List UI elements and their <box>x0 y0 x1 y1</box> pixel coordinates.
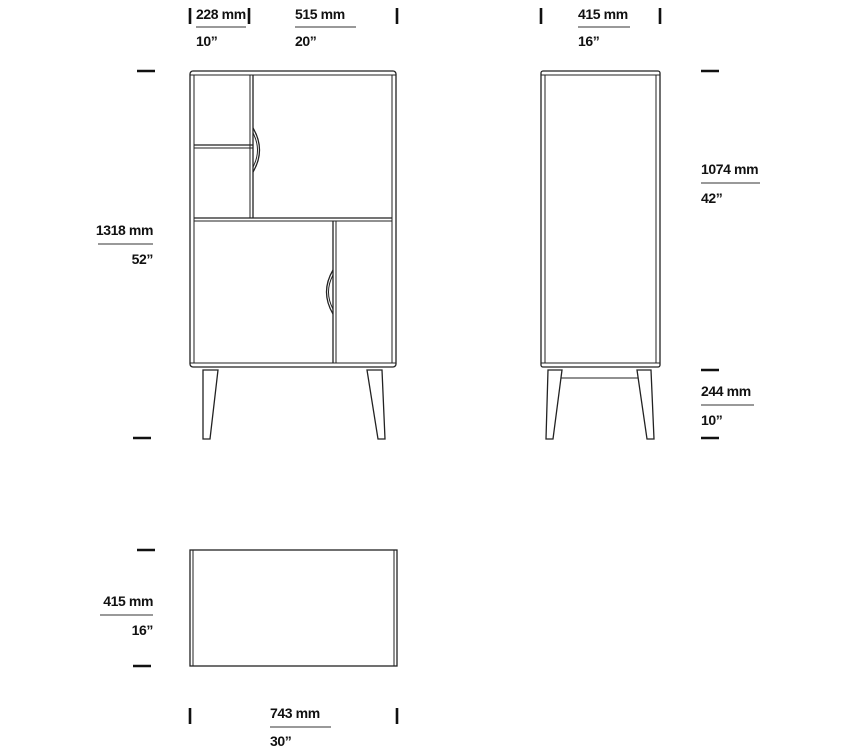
side-leg-right <box>637 370 654 439</box>
front-height-mm: 1318 mm <box>95 222 153 238</box>
side-view <box>541 71 660 439</box>
front-width-left-inch: 10” <box>196 33 218 49</box>
side-leg-height-mm: 244 mm <box>701 383 751 399</box>
front-width-left-mm: 228 mm <box>196 6 246 22</box>
front-cabinet-body <box>190 71 396 367</box>
front-height-inch: 52” <box>131 251 153 267</box>
top-width-inch: 30” <box>270 733 292 749</box>
side-depth-mm: 415 mm <box>578 6 628 22</box>
side-body-height-inch: 42” <box>701 190 723 206</box>
side-leg-left <box>546 370 562 439</box>
side-cabinet-body <box>541 71 660 367</box>
side-depth-inch: 16” <box>578 33 600 49</box>
side-body-height-mm: 1074 mm <box>701 161 759 177</box>
front-leg-left <box>203 370 218 439</box>
top-view <box>190 550 397 666</box>
top-depth-inch: 16” <box>131 622 153 638</box>
front-view <box>190 71 396 439</box>
front-leg-right <box>367 370 385 439</box>
side-leg-height-inch: 10” <box>701 412 723 428</box>
top-depth-mm: 415 mm <box>103 593 153 609</box>
top-outline <box>190 550 397 666</box>
top-width-mm: 743 mm <box>270 705 320 721</box>
front-width-right-mm: 515 mm <box>295 6 345 22</box>
front-width-right-inch: 20” <box>295 33 317 49</box>
